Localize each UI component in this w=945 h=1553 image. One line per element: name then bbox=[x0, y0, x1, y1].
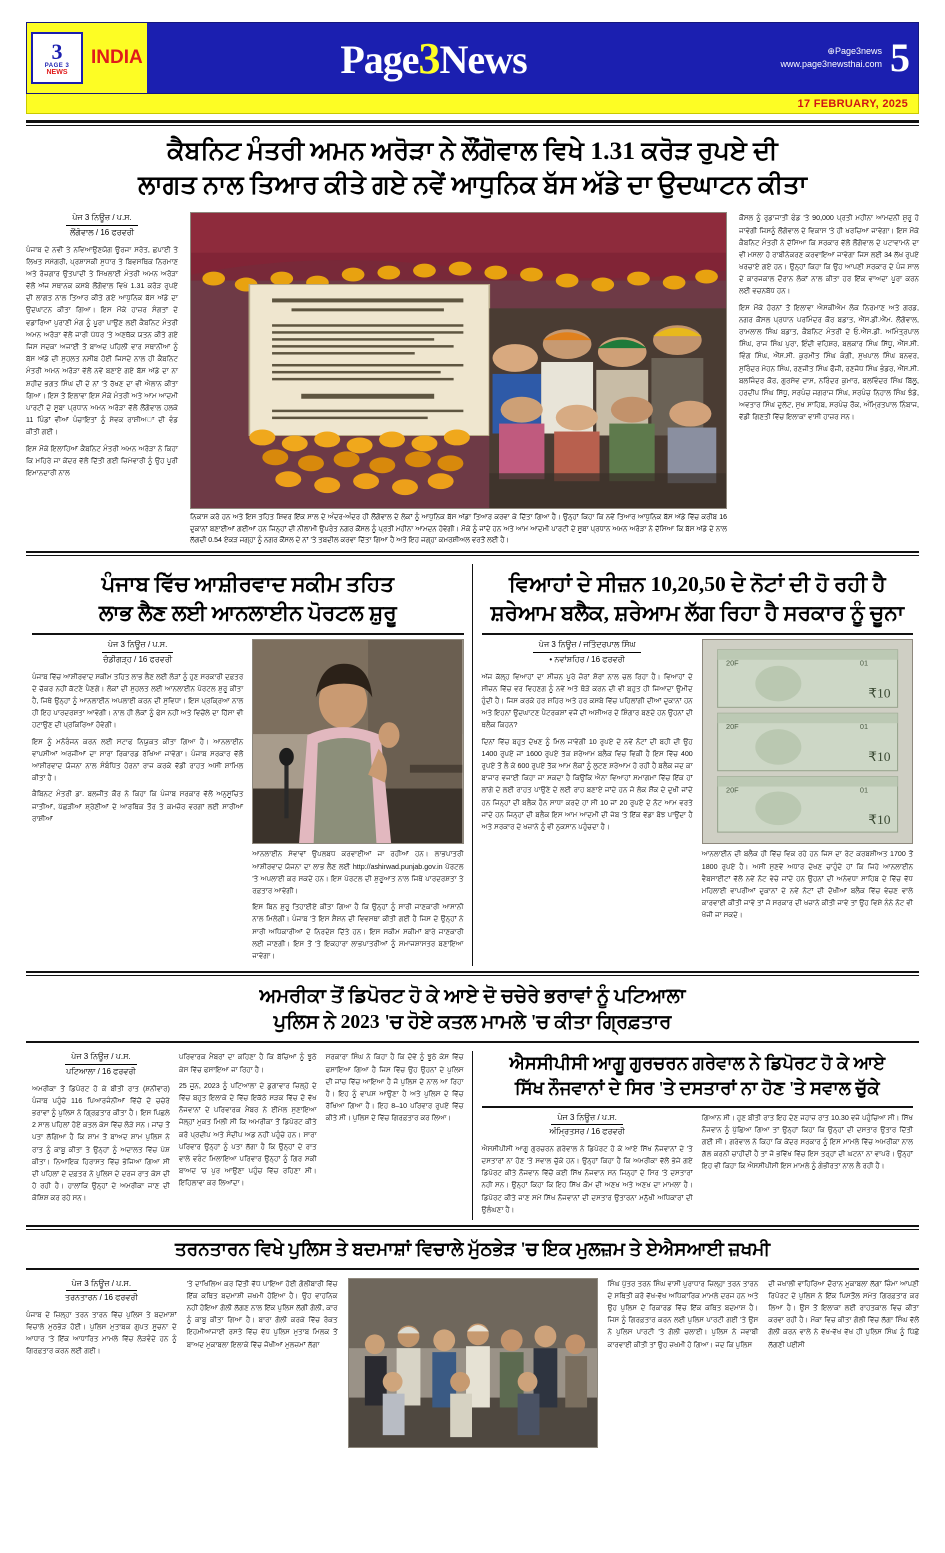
paragraph: ਗਿਆਨ ਸੀ। ਹੁਣ ਬੀਤੀ ਰਾਤ ਇਹ ਦੇਣ ਜਹਾਜ਼ ਰਾਤ 10.30 ਵਜੇ ਪਹੁੰਚਿਆ ਸੀ। ਸਿੱਖ ਨੌਜਵਾਨ ਨੂੰ ਪੁੱਛਿਆ ਗਿਆ ਤਾਂ ਉਨ੍ਹਾਂ ਕਿਹਾ ਕਿ ਉਨ੍ਹਾਂ ਦੀ ਦਸਤਾਰ ਉਤਾਰ ਦਿੱਤੀ ਗਈ ਸੀ। ਗਰੇਵਾਲ ਨੇ ਕਿਹਾ ਕਿ ਕੇਂਦਰ ਸਰਕਾਰ ਨੂੰ ਇਸ ਮਾਮਲੇ ਵਿੱਚ ਅਮਰੀਕਾ ਨਾਲ ਗੱਲ ਕਰਨੀ ਚਾਹੀਦੀ ਹੈ ਤਾਂ ਜੋ ਭਵਿੱਖ ਵਿੱਚ ਇਸ ਤਰ੍ਹਾਂ ਦੀ ਘਟਨਾ ਨਾ ਵਾਪਰੇ। ਉਨ੍ਹਾਂ ਇਹ ਵੀ ਕਿਹਾ ਕਿ ਐਸਸੀਪੀਸੀ ਇਸ ਮਾਮਲੇ ਨੂੰ ਗੰਭੀਰਤਾ ਨਾਲ ਲੈ ਰਹੀ ਹੈ। bbox=[701, 1113, 913, 1171]
svg-text:₹10: ₹10 bbox=[868, 686, 891, 701]
page3-logo-icon bbox=[31, 32, 83, 84]
lead-byline-reporter: ਪੇਜ 3 ਨਿਊਜ਼ / ਪ.ਸ. bbox=[66, 212, 137, 226]
story-deport-patiala bbox=[26, 1051, 470, 1220]
paragraph: ਇਸ ਨੂੰ ਮਨੋਰੰਜਨ ਕਰਨ ਲਈ ਸਟਾਫ ਨਿਯੁਕਤ ਕੀਤਾ ਗਿਆ ਹੈ। ਆਨਲਾਈਨ ਵਾਪਸੀਆਂ ਅਰਜੀਆਂ ਦਾ ਸਾਰਾ ਰਿਕਾਰਡ ਰੱਖਿਆ ਜਾਵੇਗਾ। ਪੰਜਾਬ ਸਰਕਾਰ ਵੱਲੋਂ ਆਸ਼ੀਰਵਾਦ ਯੋਜਨਾ ਨਾਲ ਸੰਬੰਧਿਤ ਹੋਰਨਾਂ ਰਾਜ ਕਰਕੇ ਵੱਡੀ ਰਾਹਤ ਅਸੀਂ ਸ਼ਾਮਿਲ ਕੀਤਾ ਹੈ। bbox=[32, 737, 244, 783]
masthead bbox=[26, 22, 919, 94]
story6-body1: ਪੰਜਾਬ ਦੇ ਜ਼ਿਲ੍ਹਾ ਤਰਨ ਤਾਰਨ ਵਿੱਚ ਪੁਲਿਸ ਤੇ ਬਦਮਾਸ਼ਾਂ ਵਿਚਾਲੇ ਮੁਠਭੇੜ ਹੋਈ। ਪੁਲਿਸ ਮੁਤਾਬਕ ਗੁਪਤ ਸੂਚਨਾ ਦੇ ਆਧਾਰ 'ਤੇ ਇੱਕ ਆਧਾਰਿਤ ਮਾਮਲੇ ਵਿੱਚ ਲੋੜਵੰਦੇ ਹਨ ਨੂੰ ਗਿਰਫ਼ਤਾਰ ਕਰਨ ਲਈ ਗਈ। bbox=[26, 1310, 177, 1356]
story2-headline bbox=[32, 570, 464, 628]
story5-col1 bbox=[482, 1112, 693, 1220]
section-two-divider bbox=[472, 564, 473, 966]
story3-headline bbox=[482, 570, 914, 628]
story6-byline-place: ਤਰਨਤਾਰਨ / 16 ਫਰਵਰੀ bbox=[64, 1293, 138, 1303]
page-number: 5 bbox=[890, 35, 910, 80]
story5-body1 bbox=[482, 1143, 693, 1216]
nameplate-left: Page bbox=[340, 36, 419, 82]
story4-col3 bbox=[326, 1051, 464, 1208]
paragraph: ਇਸ ਮੌਕੇ ਹੋਰਨਾਂ ਤੋਂ ਇਲਾਵਾ ਐਸਕੀਐਮ ਲੋਕ ਨਿਰਮਾਣ ਅਤੇ ਗਰਡ, ਨਗਰ ਕੌਂਸਲ ਪ੍ਰਧਾਨ ਪਰਮਿੰਦਰ ਕੌਰ ਬਡਾਤ, ਐੱਸ.ਡੀ.ਐੱਮ. ਲੌਂਗੋਵਾਲ, ਰਾਮਲਾਲ ਸਿੰਘ ਬਡਾਤ, ਕੈਬਨਿਟ ਮੰਤਰੀ ਦੇ ਓ.ਐੱਸ.ਡੀ. ਅਮਿੰਤ੍ਰਪਾਲ ਸਿੰਘ, ਰਾਜ ਸਿੰਘ ਪੁਰਾ, ਇੰਦੀ ਵਹਿਸ਼ਰ, ਬਲਕਾਰ ਸਿੰਘ ਸਿੱਧੂ, ਐੱਸ.ਸੀ. ਵਿੰਗ ਸਿੰਘ, ਐੱਸ.ਸੀ. ਕੁਰਮੀਤ ਸਿੰਘ ਕੰਗੀ, ਸੁਖਪਾਲ ਸਿੰਘ ਬਨਵਰ, ਸੁਰਿੰਦਰ ਮੋਹਨ ਸਿੰਘ, ਰਣਜੀਤ ਸਿੰਘ ਫੌਜੀ, ਰਣਜੋਧ ਸਿੰਘ ਭੰਡਰ, ਐੱਸ.ਸੀ. ਬਲਜਿੰਦਰ ਕੌਰ, ਗੁਰਸੇਵ ਦਾਸ, ਨਰਿੰਦਰ ਕੁਮਾਰ, ਬਲਵਿੰਦਰ ਸਿੰਘ ਬਿੱਲੂ, ਹਰਦੀਪ ਸਿੰਘ ਸਿੱਧੂ, ਸਰਪੰਚ ਜਗਰਾਜ ਸਿੰਘ, ਸਰਪੰਚ ਨਿਹਾਲ ਸਿੰਘ ਝੰਡੇ, ਅਵਤਾਰ ਸਿੰਘ ਦੁਲੱਟ, ਸੁਖ ਸਾਹਿਬ, ਸਰਪੰਚ ਰੌਕ, ਅੰਮ੍ਰਿਤਪਾਲ ਨਿੰਬਾਜ, ਵੱਡੀ ਗਿਣਤੀ ਵਿੱਚ ਇਲਾਕਾ ਵਾਸੀ ਹਾਜ਼ਰ ਸਨ। bbox=[739, 303, 919, 422]
story2-columns bbox=[32, 639, 464, 966]
story3-col2 bbox=[702, 639, 913, 921]
paragraph: ਪਰਿਵਾਰਕ ਮੈਂਬਰਾਂ ਦਾ ਕਹਿਣਾ ਹੈ ਕਿ ਬੱਚਿਆਂ ਨੂੰ ਝੂਠੇ ਕੇਸ ਵਿੱਚ ਫਸਾਇਆ ਜਾ ਰਿਹਾ ਹੈ। bbox=[178, 1053, 317, 1074]
story5-headline-line1: ਐਸਸੀਪੀਸੀ ਆਗੂ ਗੁਰਚਰਨ ਗਰੇਵਾਲ ਨੇ ਡਿਪੋਰਟ ਹੋ ਕੇ ਆਏ bbox=[509, 1053, 886, 1074]
lead-photo bbox=[190, 212, 727, 509]
story4-headline-line1: ਅਮਰੀਕਾ ਤੋਂ ਡਿਪੋਰਟ ਹੋ ਕੇ ਆਏ ਦੋ ਚਚੇਰੇ ਭਰਾਵਾਂ ਨੂੰ ਪਟਿਆਲਾ bbox=[259, 986, 686, 1008]
svg-text:20F: 20F bbox=[725, 660, 739, 669]
paragraph: ਅੱਜ ਕੱਲ੍ਹ ਵਿਆਹਾਂ ਦਾ ਸੀਜ਼ਨ ਪੂਰੇ ਜ਼ੋਰਾਂ ਸ਼ੋਰਾਂ ਨਾਲ ਚਲ ਰਿਹਾ ਹੈ। ਵਿਆਹਾਂ ਦੇ ਸੀਜ਼ਨ ਵਿੱਚ ਵਰ ਵਿਹਣਗ ਨੂੰ ਨਵੇਂ ਅਤੇ ਥੋੜੇ ਕਰਨ ਦੀ ਵੀ ਬਹੁਤ ਹੀ ਜਿਆਦਾ ਉਮੀਦ ਹੁੰਦੀ ਹੈ। ਜਿਸ ਕਰਕੇ ਹਰ ਸ਼ਹਿਰ ਅਤੇ ਹਰ ਕਸਬੇ ਵਿੱਚ ਪਹਿਲਾਂਗੀ ਦੀਆਂ ਦੁਕਾਨਾਂ ਹਨ ਅਤੇ ਇਹਨਾਂ ਉਦਘਾਟਣ ਪੈਟਰਕਸ਼ਾਂ ਵਜੋਂ ਦੀ ਅਸ਼ੀਅਰ ਦੇ ਸ਼ਿੰਗਾਰ ਬਣਦੇ ਹਨ ਉਹਨਾਂ ਦੀ ਥਲੈਕ ਕਿਹਨ? bbox=[481, 672, 693, 730]
story3-col1 bbox=[482, 639, 693, 921]
lead-headline-line1: ਕੈਬਨਿਟ ਮੰਤਰੀ ਅਮਨ ਅਰੋੜਾ ਨੇ ਲੌਂਗੋਵਾਲ ਵਿਖੇ 1.31 ਕਰੋੜ ਰੁਪਏ ਦੀ bbox=[167, 136, 778, 165]
story-tarntaran-encounter bbox=[26, 1278, 919, 1448]
story6-photo-graphic bbox=[349, 1279, 597, 1447]
story2-rule bbox=[32, 633, 464, 635]
story3-byline bbox=[482, 639, 693, 665]
story5-headline-line2: ਸਿੱਖ ਨੌਜਵਾਨਾਂ ਦੇ ਸਿਰ 'ਤੇ ਦਸਤਾਰਾਂ ਨਾ ਹੋਣ 'ਤੇ ਸਵਾਲ ਚੁੱਕੇ bbox=[514, 1077, 880, 1098]
india-tag: INDIA bbox=[91, 47, 143, 68]
paragraph: ਅਮਰੀਕਾ ਤੋਂ ਡਿਪੋਰਟ ਹੋ ਕੇ ਬੀਤੀ ਰਾਤ (ਸ਼ਨੀਵਾਰ) ਪੰਜਾਬ ਪਹੁੰਚੇ 116 ਪਿਆਰਜੰਨੀਆਂ ਵਿੱਚੋਂ ਦੋ ਚਚੇਰੇ ਭਰਾਵਾਂ ਨੂੰ ਪੁਲਿਸ ਨੇ ਗ੍ਰਿਫ਼ਤਾਰ ਕੀਤਾ ਹੈ। ਇਸ ਪਿਛਲੇ 2 ਸਾਲ ਪਹਿਲਾਂ ਹੋਏ ਕਤਲ ਕੇਸ ਵਿੱਚ ਲੋੜੇ ਸਨ। ਜਾਂਚ ਤੋਂ ਪਤਾ ਲੱਗਿਆ ਹੈ ਕਿ ਸ਼ਾਮ ਤੋਂ ਬਾਅਦ ਸ਼ਾਮ ਪੁਲਿਸ ਨੇ ਰਾਤ ਨੂੰ ਕਾਬੂ ਕੀਤਾ ਤੇ ਉਨ੍ਹਾਂ ਨੂੰ ਅਦਾਲਤ ਵਿੱਚ ਪੇਸ਼ ਕੀਤਾ। ਨਿਆਇਕ ਹਿਰਾਸਤ ਵਿੱਚ ਭੇਜਿਆ ਗਿਆ ਸੀ ਦੀ ਪਹਿਲਾਂ ਦੇ ਦਫ਼ਤਰ ਨੇ ਪੁਲਿਸ ਦੇ ਦਰਜ ਰਾਤ ਕੇਸ ਦੀ ਹੋ ਰਹੀ ਹੈ। ਹਾਲਾਂਕਿ ਉਨ੍ਹਾਂ ਦੇ ਅਮਰੀਕਾ ਜਾਣ ਦੀ ਕੋਸ਼ਿਸ਼ ਕਰ ਰਹੇ ਸਨ। bbox=[32, 1084, 170, 1203]
story6-byline-reporter: ਪੇਜ 3 ਨਿਊਜ਼ / ਪ.ਸ. bbox=[66, 1278, 137, 1292]
story4-body2 bbox=[179, 1051, 317, 1189]
story4-byline-reporter: ਪੇਜ 3 ਨਿਊਜ਼ / ਪ.ਸ. bbox=[65, 1051, 136, 1065]
story4-columns bbox=[32, 1051, 464, 1208]
paragraph: ਇਸ ਮੌਕੇ ਇਲਾਹਿਆਂ ਕੈਬਨਿਟ ਮੰਤਰੀ ਅਮਨ ਅਰੋੜਾ ਨੇ ਕਿਹਾ ਕਿ ਮਹਿਰੇ ਜਾ ਕੇਂਦਰ ਵੱਲੋਂ ਦਿੱਤੀ ਗਈ ਜ਼ਿਮੇਵਾਰੀ ਨੂੰ ਉਹ ਪੂਰੀ ਇਮਾਨਦਾਰੀ ਨਾਲ bbox=[26, 444, 178, 477]
story3-byline-reporter: ਪੇਜ 3 ਨਿਊਜ਼ / ਜਤਿੰਦਰਪਾਲ ਸਿੰਘ bbox=[533, 639, 642, 653]
svg-text:₹10: ₹10 bbox=[868, 749, 891, 765]
svg-text:20F: 20F bbox=[725, 787, 739, 795]
story2-photo-graphic bbox=[253, 640, 462, 843]
story3-byline-place: • ਨਵਾਂਸ਼ਹਿਰ / 16 ਫਰਵਰੀ bbox=[549, 655, 625, 665]
nameplate-wrap bbox=[149, 23, 718, 93]
story-sgpc-turban bbox=[476, 1051, 920, 1220]
svg-text:20F: 20F bbox=[725, 723, 739, 732]
date-bar bbox=[26, 94, 919, 114]
story6-photo-col bbox=[348, 1278, 598, 1448]
story2-byline bbox=[32, 639, 243, 665]
story4-body3 bbox=[326, 1051, 464, 1124]
story6-body2: 'ਤੇ ਦਾਖਿਲਿਅ ਕਰ ਦਿੱਤੀ ਵੱਧ ਪਾਇਆ ਹੋਈ ਗੋਲੀਬਾਰੀ ਵਿੱਚ ਇੱਕ ਕਥਿਤ ਬਦਮਾਸ਼ੀ ਜ਼ਖਮੀ ਹੋਇਆ ਹੈ। ਉਹ ਵਾਹਨਿਕ ਨਹੀਂ ਹੋਇਆ ਗੋਲੀ ਲੱਗਣ ਨਾਲ ਇੱਕ ਪੁਲਿਸ ਲੱਗੀ ਗੋਲੀ, ਕਾਰ ਨੂੰ ਕਾਬੂ ਕੀਤਾ ਗਿਆ ਹੈ। ਬਾਰਾ ਗੋਲੀ ਕਰਕੇ ਵਿੱਚ ਰੋਕਤ ਇਹਮੀਆਜਾਈ ਰਸਤੇ ਵਿੱਚ ਵੱਧ ਪੁਲਿਸ ਮੁਤਾਬ ਮਿਲਕ ਤੋਂ ਬਾਅਦ ਮੁਕਾਬਲਾ ਇਲਾਕੇ ਵਿੱਚ ਜੋਖੀਆਂ ਮੁਲਜ਼ਮਾਂ ਲੱਗਾ bbox=[186, 1279, 338, 1349]
divider-sec1b bbox=[26, 555, 919, 556]
story4-headline-line2: ਪੁਲਿਸ ਨੇ 2023 'ਚ ਹੋਏ ਕਤਲ ਮਾਮਲੇ 'ਚ ਕੀਤਾ ਗ੍ਰਿਫ਼ਤਾਰ bbox=[273, 1012, 672, 1034]
section-two bbox=[26, 564, 919, 966]
story2-body2 bbox=[252, 848, 463, 962]
lead-story bbox=[26, 212, 919, 546]
newspaper-page bbox=[0, 22, 945, 1553]
lead-photo-graphic bbox=[191, 213, 726, 508]
story6-col3 bbox=[608, 1278, 759, 1448]
paragraph: 25 ਜੂਨ, 2023 ਨੂੰ ਪਟਿਆਲਾ ਦੇ ਡੁਗਾਵਾਰ ਜ਼ਿਲ੍ਹੇ ਦੇ ਵਿੱਚ ਬਹੁਤ ਇਲਾਕੇ ਦੇ ਵਿੱਚ ਇਕੱਠੇ ਸੜਕ ਵਿੱਚ ਦੋ ਵੱਖ ਨੌਜਵਾਨਾਂ ਦੇ ਪਰਿਵਾਰਕ ਮੈਂਬਰ ਨੇ ਈਮੇਲ ਸੁਣਾਇਆ ਜੇਲ੍ਹਾਂ ਮੁਕਤ ਮਿਲੀ ਸੀ ਕਿ ਅਮਰੀਕਾ ਤੋਂ ਡਿਪੋਰਟ ਕੀਤੇ ਕਰੋ ਪ੍ਰਦੀਪ ਅਤੇ ਸੰਦੀਪ ਅਡ ਨਹੀਂ ਪਹੁੰਚੇ ਹਨ। ਸਾਰਾ ਪਰਿਵਾਰ ਉਨ੍ਹਾਂ ਨੂੰ ਪਤਾ ਲੱਗਾ ਹੈ ਕਿ ਉਨ੍ਹਾਂ ਦੇ ਰਾਤ ਵਾਲੇ ਵਰੰਟ ਮਿਲਾਇਆ ਪਰਿਵਾਰ ਉਨ੍ਹਾਂ ਨੂੰ ਗਿਰ ਸਕੀ ਬਾਅਦ 'ਚ ਪੁਰ ਆਉਣਾ ਪਹੁੰਚ ਵਿੱਚ ਰਹਿਣਾ ਸੀ। ਇਹਿਲਾਵਾ ਕਰ ਲਿਆਂਦਾ। bbox=[178, 1081, 317, 1188]
divider-sec4b bbox=[26, 1229, 919, 1230]
story4-byline-place: ਪਟਿਆਲਾ / 16 ਫਰਵਰੀ bbox=[66, 1067, 136, 1076]
story5-byline-reporter: ਪੇਜ 3 ਨਿਊਜ਼ / ਪ.ਸ. bbox=[551, 1112, 622, 1126]
section-three-grid bbox=[26, 1051, 919, 1220]
story2-byline-reporter: ਪੇਜ 3 ਨਿਊਜ਼ / ਪ.ਸ. bbox=[102, 639, 173, 653]
paragraph: ਇਸ ਬਿਨ ਸ਼ੁਰੂ ਤਿਹਾਈਏ ਕੀਤਾ ਗਿਆ ਹੈ ਕਿ ਉਨ੍ਹਾਂ ਨੂੰ ਸਾਰੀ ਜਾਣਕਾਰੀ ਆਸਾਨੀ ਨਾਲ ਮਿਲੇਗੀ। ਪੰਜਾਬ 'ਤੇ ਇਸ ਸ਼ੈਸ਼ਨ ਦੀ ਵਿਵਸਥਾ ਕੀਤੀ ਗਈ ਹੈ ਜਿਸ ਦੇ ਉਨ੍ਹਾਂ ਨੇ ਸਾਰੀ ਅਧਿਕਾਰੀਆਂ ਦੇ ਨਿਰਦੇਸ਼ ਦਿੱਤੇ ਹਨ। ਇਸ ਸਕੀਮ ਸਕੀਮਾਂ ਬਾਰੇ ਜਾਣਕਾਰੀ ਲਈ ਜਾਣਗੀ। ਇਸ ਤੋਂ 'ਤੇ ਇਕਹਾਰਾ ਲਾਭਪਾਤਰੀਆਂ ਨੂੰ ਸਮਾਜਸ਼ਾਸਤਰ ਬਣਾਇਆ ਜਾਵੇਗਾ। bbox=[252, 903, 464, 960]
divider-sec1 bbox=[26, 551, 919, 553]
divider-sec2 bbox=[26, 971, 919, 973]
divider-top bbox=[26, 120, 919, 123]
story3-rule bbox=[482, 633, 914, 635]
paragraph: ਦਿਨਾਂ ਵਿੱਚ ਬਹੁਤ ਦੇਖਣ ਨੂੰ ਮਿਲ ਜਾਵੇਗੀ 10 ਰੁਪਏ ਦੇ ਨਵੇਂ ਨੋਟਾਂ ਦੀ ਬਹੀ ਦੀ ਉਹ 1400 ਰੁਪਏ ਜਾਂ 1600 ਰੁਪਏ ਤੱਕ ਸ਼ਰੇਆਮ ਬਲੈਕ ਵਿਚ ਵਿਕੀ ਹੈ ਇਸ ਵਿੱਚ 400 ਰੁਪਏ ਤੋਂ ਲੈ ਕੇ 600 ਰੁਪਏ ਤੱਕ ਆਮ ਲੋਕਾਂ ਨੂੰ ਲੁਟਣ ਸ਼ਰੇਆਮ ਹੋ ਰਹੀ ਹੈ ਬਲੈਕ ਜਦ ਕਾ ਬਾਜਾਰ ਵਜਾਈ ਕਿਹਾ ਜਾ ਸਕਦਾ ਹੈ ਕਿਉਂਕਿ ਐਨਾ ਵਿਆਹਾਂ ਸਮਾਗਮਾਂ ਵਿੱਚ ਇੱਕ ਹਾਂ ਲਾਂਗੇ ਦੇ ਲਈ ਰਾਹਤ ਪਾਉਣੇ ਦੇ ਲਈ ਰਾਹ ਬਣਾਏ ਜਾਂਦੇ ਹਨ ਜੋ ਲੋਕ ਸ਼ੌਂਕ ਦੇ ਦੁਖੀ ਜਾਂਦੇ ਹਨ ਜਿਨ੍ਹਾਂ ਦੀ ਬਲੈਕ ਹੈਨ ਸਾਧਾ ਕਰਦੇ ਹਾਂ ਸੀ 10 ਜਾਂ 20 ਰੁਪਏ ਦੇ ਨੋਟ ਆਮ ਵਰਤੇ ਜਾਂਦੇ ਹਨ ਜਿਨ੍ਹਾਂ ਦੀ ਬਲੈਕ ਇਸ ਆਮ ਆਦਮੀ ਦੀ ਜੇਬ 'ਤੇ ਇੱਕ ਵੱਡਾ ਬੋਝ ਪਾਉਂਦਾ ਹੈ ਅਤੇ ਸਰਕਾਰ ਦੇ ਖਜ਼ਾਨੇ ਨੂੰ ਵੀ ਨੁਕਸਾਨ ਪਹੁੰਚਦਾ ਹੈ। bbox=[481, 737, 693, 831]
logo-page3: PAGE 3 bbox=[44, 62, 70, 69]
story4-col1 bbox=[32, 1051, 170, 1208]
divider-sec2b bbox=[26, 975, 919, 976]
paragraph: ਐਸਸੀਪੀਸੀ ਆਗੂ ਗੁਰਚਰਨ ਗਰੇਵਾਲ ਨੇ ਡਿਪੋਰਟ ਹੋ ਕੇ ਆਏ ਸਿੱਖ ਨੌਜਵਾਨਾਂ ਦੇ 'ਤੇ ਦਸਤਾਰਾਂ ਨਾ ਹੋਣ 'ਤੇ ਸਵਾਲ ਚੁੱਕੇ ਹਨ। ਉਨ੍ਹਾਂ ਕਿਹਾ ਹੈ ਕਿ ਅਮਰੀਕਾ ਵੱਲੋਂ ਭੇਜੇ ਗਏ ਡਿਪੋਰਟ ਕੀਤੇ ਨੌਜਵਾਨ ਵਿੱਚੋਂ ਕਈ ਸਿੱਖ ਨੌਜਵਾਨ ਸਨ ਜਿਨ੍ਹਾਂ ਦੇ ਸਿਰ 'ਤੇ ਦਸਤਾਰਾਂ ਨਹੀਂ ਸਨ। ਉਨ੍ਹਾਂ ਕਿਹਾ ਕਿ ਇਹ ਸਿੱਖ ਕੌਮ ਦੀ ਅਣਖ ਅਤੇ ਅਣਖ ਦਾ ਮਾਮਲਾ ਹੈ। ਡਿਪੋਰਟ ਕੀਤੇ ਜਾਣ ਸਮੇਂ ਸਿੱਖ ਨੌਜਵਾਨਾਂ ਦੀ ਦਸਤਾਰ ਉਤਾਰਨਾ ਮਨੁੱਖੀ ਅਧਿਕਾਰਾਂ ਦੀ ਉਲੰਘਣਾ ਹੈ। bbox=[481, 1144, 693, 1214]
divider-sec4 bbox=[26, 1225, 919, 1227]
story5-headline bbox=[482, 1051, 914, 1099]
svg-text:01: 01 bbox=[859, 660, 868, 669]
paragraph: ਆਨਲਾਈਨ ਸੇਵਾਵਾਂ ਉਪਲਬਧ ਕਰਵਾਈਆਂ ਜਾ ਰਹੀਆਂ ਹਨ। ਲਾਭਪਾਤਰੀ ਆਸ਼ੀਰਵਾਦ ਯੋਜਨਾ ਦਾ ਲਾਭ ਲੈਣ ਲਈ http://ashirwad.punjab.gov.in ਪੋਰਟਲ 'ਤੇ ਅਪਲਾਈ ਕਰ ਸਕਦੇ ਹਨ। ਇਸ ਪੋਰਟਲ ਦੀ ਸ਼ੁਰੂਆਤ ਨਾਲ ਜਿਥੇ ਪਾਰਦਰਸ਼ਤਾ ਤੇ ਰਫ਼ਤਾਰ ਆਵੇਗੀ। bbox=[252, 850, 464, 896]
story-currency-black bbox=[476, 564, 920, 966]
story6-byline bbox=[26, 1278, 177, 1304]
website-url[interactable]: www.page3newsthai.com bbox=[780, 59, 882, 69]
lead-byline-place: ਲੌਂਗੋਵਾਲ / 16 ਫਰਵਰੀ bbox=[69, 227, 135, 237]
logo-three: 3 bbox=[51, 38, 63, 64]
logo-block[interactable] bbox=[27, 23, 149, 93]
nameplate-right: News bbox=[439, 36, 527, 82]
story6-body4: ਦੀ ਜਖਾਲੀ ਵਾਹਿਰਿਆ ਦੌਰਾਨ ਮੁਕਾਬਲਾ ਲੱਗਾ ਜ਼ਿੰਮਾ ਆਪਣੀ ਰਿਪੋਰਟ ਦੇ ਪੁਲਿਸ ਨੇ ਇੱਕ ਪਿਸਤੌਲ ਸਮੇਤ ਗਿਰਫ਼ਤਾਰ ਕਰ ਲਿਆ ਹੈ। ਉਸ ਤੋਂ ਇਲਾਕਾ ਲਈ ਰਾਹਤਕਾਲ ਵਿਚ ਕੀਤਾ ਕਰਵਾ ਰਹੀ ਹੈ। ਮੌਕਾ ਵਿਚ ਕੀਤਾ ਗੋਲੀ ਵਿੱਚ ਲੱਗਾ ਸਿੰਘ ਵੱਲੋਂ ਗੋਲੀ ਕਰਨ ਵਾਲੇ ਨੇ ਵੱਖ-ਵੱਖ ਵੱਖ ਹੀ ਪੁਲਿਸ ਸਿੰਘ ਨੂੰ ਪਿੱਛੋਂ ਲੱਗਣੀ ਪਈਸੀ bbox=[768, 1279, 919, 1349]
paragraph: ਕੈਬਿਨਟ ਮੰਤਰੀ ਡਾ. ਬਲਜੀਤ ਕੌਰ ਨੇ ਕਿਹਾ ਕਿ ਪੰਜਾਬ ਸਰਕਾਰ ਵੱਲੋਂ ਅਨੁਸੂਚਿਤ ਜਾਤੀਆਂ, ਪੱਛੜੀਆਂ ਸ਼੍ਰੇਣੀਆਂ ਦੇ ਆਰਥਿਕ ਤੌਰ ਤੇ ਕਮਜ਼ੋਰ ਵਰਗਾਂ ਲਈ ਸਾਰੀਆਂ ਰਾਸ਼ੀਆਂ bbox=[32, 790, 244, 823]
paragraph: ਸਰਕਾਰਾ ਸਿੰਘ ਨੇ ਕਿਹਾ ਹੈ ਕਿ ਦੋਵੇਂ ਨੂੰ ਝੂਠੇ ਕੇਸ ਵਿੱਚ ਫਸਾਇਆ ਗਿਆ ਹੈ ਜਿਸ ਵਿੱਚ ਉਹ ਉਹਨਾਂ ਦੇ ਪੁਲਿਸ ਦੀ ਜਾਂਚ ਵਿੱਚ ਆਇਆ ਹੈ ਜੋ ਪੁਲਿਸ ਦੇ ਨਾਲ ਆ ਰਿਹਾ ਹੈ। ਇਹ ਨੂੰ ਵਾਪਸ ਆਉਣਾ ਹੈ ਅਤੇ ਪੁਲਿਸ ਦੇ ਵਿੱਚ ਰੱਖਿਆ ਗਿਆ ਹੈ। ਇਹ 8–10 ਪਰਿਵਾਰ ਰੁਪਏ ਵਿੱਚ ਕੀਤੇ ਸੀ। ਪੁਲਿਸ ਦੇ ਵਿੱਚ ਗਿਰਫ਼ਤਾਰ ਕਰ ਲਿਆ। bbox=[325, 1053, 464, 1123]
story2-col2 bbox=[252, 639, 463, 966]
story2-photo bbox=[252, 639, 463, 844]
story3-photo-graphic bbox=[703, 640, 912, 843]
story6-body3: ਸਿੰਘ ਪੁੱਤਰ ਤਰਨ ਸਿੰਘ ਵਾਸੀ ਪੁਰਾਧਾਰ ਜ਼ਿਲ੍ਹਾ ਤਰਨ ਤਾਰਨ ਦੇ ਸਥਿਤੀ ਕਰੋ ਵੱਖ-ਵੱਖ ਅਧਿਕਾਰਿਕ ਮਾਮਲੇ ਦਰਜ ਹਨ ਅਤੇ ਉਹ ਪੁਲਿਸ ਦੇ ਰਿਕਾਰਡ ਵਿੱਚ ਇੱਕ ਕਥਿਤ ਬਦਮਾਸ਼ ਹੈ। ਜਿਸ ਨੂੰ ਗਿਰਫ਼ਤਾਰ ਕਰਨ ਲਈ ਪੁਲਿਸ ਪਾਰਟੀ ਗਈ 'ਤੇ ਉਸ ਨੇ ਪੁਲਿਸ ਪਾਰਟੀ 'ਤੇ ਗੋਲੀ ਚਲਾਈ। ਪੁਲਿਸ ਨੇ ਜਵਾਬੀ ਕਾਰਵਾਈ ਕੀਤੀ ਤਾਂ ਉਹ ਜ਼ਖਮੀ ਹੋ ਗਿਆ। ਜਦ ਕਿ ਪੁਲਿਸ bbox=[607, 1279, 759, 1349]
fb-handle-text: Page3news bbox=[834, 45, 882, 56]
story5-byline bbox=[482, 1112, 693, 1138]
story6-col2 bbox=[187, 1278, 338, 1448]
story3-photo-notes bbox=[702, 639, 913, 844]
story2-col1 bbox=[32, 639, 243, 966]
story6-col1 bbox=[26, 1278, 177, 1448]
divider-top-2 bbox=[26, 125, 919, 126]
story5-col2 bbox=[702, 1112, 913, 1220]
story2-headline-line2: ਲਾਭ ਲੈਣ ਲਈ ਆਨਲਾਈਨ ਪੋਰਟਲ ਸ਼ੁਰੂ bbox=[98, 600, 397, 625]
nameplate-three: 3 bbox=[418, 33, 440, 83]
story3-headline-line1: ਵਿਆਹਾਂ ਦੇ ਸੀਜ਼ਨ 10,20,50 ਦੇ ਨੋਟਾਂ ਦੀ ਹੋ ਰਹੀ ਹੈ bbox=[508, 571, 886, 596]
story5-body2 bbox=[702, 1112, 913, 1173]
section-three bbox=[26, 1051, 919, 1220]
lead-byline bbox=[26, 212, 178, 238]
divider-sec5 bbox=[26, 1268, 919, 1270]
story6-photo bbox=[348, 1278, 598, 1448]
story3-columns bbox=[482, 639, 914, 921]
story-ashirwad bbox=[26, 564, 470, 966]
masthead-links bbox=[780, 45, 882, 72]
story6-columns bbox=[26, 1278, 919, 1448]
section-three-divider bbox=[472, 1051, 473, 1220]
story4-col2 bbox=[179, 1051, 317, 1208]
story4-byline bbox=[32, 1051, 170, 1077]
lead-body-3 bbox=[739, 212, 919, 423]
svg-text:₹10: ₹10 bbox=[868, 812, 891, 828]
issue-date: 17 FEBRUARY, 2025 bbox=[797, 97, 908, 110]
story3-caption: ਆਨਲਾਈਨ ਦੀ ਬਲੈਕ ਹੀ ਵਿੱਚ ਵਿਕ ਰਹੇ ਹਨ ਜਿਸ ਦਾ ਰੇਟ ਕਰਬਸ਼ੀਅਤ 1700 ਤੋਂ 1800 ਰੁਪਏ ਹੈ। ਅਸੀਂ ਸੁਣਵੇਂ ਅਧਾਰ ਦੇਖਣ ਚਾਹੁੰਦੇ ਹਾਂ ਕਿ ਜਿਹੇ ਆਨਲਾਈਨ ਵੈਬਸਾਈਟਾਂ ਵੱਲੋਂ ਨਵੇਂ ਨੋਟ ਵੇਚੇ ਜਾਂਦੇ ਹਨ ਉਹਨਾਂ ਦੀ ਅਨੇਵਧਾ ਸਾਹਿਬ ਦੇ ਵਿੱਚ ਵੱਧ ਮਹਿਲਾਈ ਵਾਪਰੀਆਂ ਦੁਕਾਨਾਂ ਦੇ ਨਵੇਂ ਨੋਟਾਂ ਦੀ ਦੋਖੀਆਂ ਬਲੈਕ ਵਿੱਚ ਵੇਚਣ ਵਾਲੇ ਕਾਰਵਾਈ ਕੀਤੀ ਜਾਵੇ ਤਾਂ ਜੋ ਸਰਕਾਰ ਦੀ ਖਜ਼ਾਨੇ ਕੀਤੀ ਜਾਵੇ ਤਾਂ ਉਹ ਵਿਸ਼ੇ ਨੰਨੇ ਨੋਟ ਵੀ ਖੋਜੀ ਜਾ ਸਕਦੇ। bbox=[701, 850, 913, 920]
svg-text:01: 01 bbox=[859, 723, 868, 732]
logo-news: NEWS bbox=[46, 68, 68, 76]
lead-photo-col bbox=[190, 212, 727, 546]
lead-col-1 bbox=[26, 212, 178, 546]
story6-col4 bbox=[768, 1278, 919, 1448]
story5-byline-place: ਅੰਮ੍ਰਿਤਸਰ / 16 ਫਰਵਰੀ bbox=[549, 1127, 625, 1137]
story4-headline bbox=[26, 984, 919, 1036]
divider-sec3 bbox=[26, 1041, 919, 1043]
nameplate bbox=[340, 33, 526, 84]
paragraph: ਪੰਜਾਬ ਦੇ ਨਵੀਂ ਤੇ ਨਵਿਆਉਣਯੋਗ ਊਰਜਾ ਸਰੋਤ, ਛਪਾਈ ਤੇ ਲਿਖਤ ਸਮੱਗਰੀ, ਪ੍ਰਸ਼ਾਸਕੀ ਸੁਧਾਰ ਤੇ ਬਿਵਸਥਿਕ ਨਿਰਮਾਣ ਅਤੇ ਰੋਜ਼ਗਾਰ ਉਤਪਾਦੀ ਤੇ ਸਿਖਲਾਈ ਮੰਤਰੀ ਅਮਨ ਅਰੋੜਾ ਵੱਲੋਂ ਅੱਜ ਸਥਾਨਕ ਕਸਬੇ ਲੌਂਗੋਵਾਲ ਵਿਖੇ 1.31 ਕਰੋੜ ਰੁਪਏ ਦੀ ਲਾਗਤ ਨਾਲ ਤਿਆਰ ਕੀਤੇ ਗਏ ਆਧੁਨਿਕ ਬੱਸ ਅੱਡੇ ਦਾ ਉਦਘਾਟਨ ਕੀਤਾ ਗਿਆ। ਇਸ ਮੌਕੇ ਹਾਜ਼ਰ ਸੰਗਤਾਂ ਦੇ ਵਡਾਰਿਆਂ ਪੁਰਾਣੀ ਮੰਗ ਨੂੰ ਪੂਰਾ ਪਾਉਣ ਲਈ ਕੈਬਨਿਟ ਮੰਤਰੀ ਅਮਨ ਅਰੋੜਾ ਵੱਲੋਂ ਜਾਰੀ ਪੱਧਰ 'ਤੇ ਅਣਥੱਕ ਯਤਨ ਕੀਤੇ ਗਏ ਜਿਸ ਸਦਕਾ ਅਜਾਈ ਤੋਂ ਬਾਅਦ ਪਹਿਲੀ ਵਾਰ ਸਥਾਨੀਆਂ ਨੂੰ ਬੱਸ ਅੱਡੇ ਦੀ ਸੁਹਲਤ ਨਸੀਬ ਹੋਈ ਜਿਸਦੇ ਨਾਲ ਹੀ ਕੈਬਨਿਟ ਮੰਤਰੀ ਅਮਨ ਅਰੋੜਾ ਵੱਲੋਂ ਨਵੇਂ ਬਣਾਏ ਗਏ ਬੱਸ ਅੱਡੇ ਦਾ ਨਾ ਸ਼ਹੀਦ ਭਗਤ ਸਿੰਘ ਦੀ ਦੇ ਨਾਂ 'ਤੇ ਰੱਖਣ ਦਾ ਵੀ ਐਲਾਨ ਕੀਤਾ ਗਿਆ। ਇਸ ਤੋਂ ਇਲਾਵਾ ਇਸ ਮੌਕੇ ਮੰਤਰੀ ਅਤੇ ਆਮ ਆਦਮੀ ਪਾਰਟੀ ਦੇ ਸੂਬਾ ਪ੍ਰਧਾਨ ਅਮਨ ਅਰੋੜਾ ਵੱਲੋਂ ਲੌਂਗੋਵਾਲ ਹਲਕੇ 11 ਪਿੰਡਾਂ ਵੀਆਂ ਪੰਚਾਇਤਾਂ ਨੂੰ ਸੇਵਕ ਰਾਸ਼ੀਅਾਂ ਦੀ ਵੰਡ ਕੀਤੀ ਗਈ। bbox=[26, 245, 178, 437]
story4-body1 bbox=[32, 1083, 170, 1205]
masthead-right bbox=[718, 23, 918, 93]
story2-headline-line1: ਪੰਜਾਬ ਵਿੱਚ ਆਸ਼ੀਰਵਾਦ ਸਕੀਮ ਤਹਿਤ bbox=[101, 571, 394, 596]
svg-text:01: 01 bbox=[859, 787, 868, 795]
story2-body1 bbox=[32, 671, 243, 825]
lead-headline bbox=[26, 134, 919, 202]
paragraph: ਕੌਂਸਲ ਨੂੰ ਰੁਡਾਜਾਤੀ ਫੰਡ 'ਤੇ 90,000 ਪ੍ਰਤੀ ਮਹੀਨਾ ਆਮਦਨੀ ਸ਼ੁਰੂ ਹੋ ਜਾਵੇਗੀ ਜਿਸਨੂੰ ਲੌਂਗੋਵਾਲ ਦੇ ਵਿਕਾਸ 'ਤੇ ਹੀ ਖਰਚਿਆ ਜਾਵੇਗਾ। ਇਸ ਮੌਕੇ ਕੈਬਨਿਟ ਮੰਤਰੀ ਨੇ ਦੱਸਿਆ ਕਿ ਸਰਕਾਰ ਵੱਲੋਂ ਲੌਂਗੋਵਾਲ ਦੇ ਪਟਾਵਾਮਨੇ ਦਾ ਵੀ ਮਸਲਾ ਹੋ ਰਾਬੀਨੇਕਰਣ ਕਰਵਾਇਆ ਜਾਵੇਗਾ ਜਿਸ ਲਈ 34 ਲੱਖ ਰੁਪਏ ਖਰਚਾਏ ਗਏ ਹਨ। ਉਨ੍ਹਾਂ ਕਿਹਾ ਕਿ ਉਹ ਆਪਣੀ ਸਰਕਾਰ ਦੇ ਪੰਜ ਸਾਲ ਦੇ ਕਾਰਜਕਾਲ ਦੌਰਾਨ ਲੋਕਾਂ ਨਾਲ ਕੀਤਾ ਹਰ ਇੱਕ ਵਾਅਦਾ ਪੂਰਾ ਕਰਨ ਲਈ ਵਚਨਬੱਧ ਹਨ। bbox=[739, 214, 919, 296]
story5-rule bbox=[482, 1106, 914, 1108]
facebook-icon: ⊕ bbox=[827, 45, 835, 56]
story5-columns bbox=[482, 1112, 914, 1220]
story2-byline-place: ਚੰਡੀਗੜ੍ਹ / 16 ਫਰਵਰੀ bbox=[103, 655, 173, 665]
story6-headline-text: ਤਰਨਤਾਰਨ ਵਿਖੇ ਪੁਲਿਸ ਤੇ ਬਦਮਾਸ਼ਾਂ ਵਿਚਾਲੇ ਮੁੱਠਭੇੜ 'ਚ ਇਕ ਮੁਲਜ਼ਮ ਤੇ ਏਐਸਆਈ ਜ਼ਖਮੀ bbox=[174, 1239, 771, 1260]
story6-headline bbox=[26, 1238, 919, 1263]
story3-headline-line2: ਸ਼ਰੇਆਮ ਬਲੈਕ, ਸ਼ਰੇਆਮ ਲੱਗ ਰਿਹਾ ਹੈ ਸਰਕਾਰ ਨੂੰ ਚੂਨਾ bbox=[490, 600, 904, 625]
lead-body-1 bbox=[26, 244, 178, 480]
lead-headline-line2: ਲਾਗਤ ਨਾਲ ਤਿਆਰ ਕੀਤੇ ਗਏ ਨਵੇਂ ਆਧੁਨਿਕ ਬੱਸ ਅੱਡੇ ਦਾ ਉਦਘਾਟਨ ਕੀਤਾ bbox=[138, 170, 807, 200]
story3-body1 bbox=[482, 671, 693, 833]
paragraph: ਪੰਜਾਬ ਵਿੱਚ ਆਸ਼ੀਰਵਾਦ ਸਕੀਮ ਤਹਿਤ ਲਾਭ ਲੈਣ ਲਈ ਲੋੜਾਂ ਨੂੰ ਹੁਣ ਸਰਕਾਰੀ ਦਫ਼ਤਰ ਦੇ ਚੱਕਰ ਨਹੀਂ ਕੱਟਣੇ ਪੈਣਗੇ। ਲੋਕਾਂ ਦੀ ਸੁਹਲਤ ਲਈ ਆਨਲਾਈਨ ਪੋਰਟਲ ਸ਼ੁਰੂ ਕੀਤਾ ਹੈ, ਜਿਥੇ ਉਨ੍ਹਾਂ ਨੂੰ ਆਨਲਾਈਨ ਅਪਲਾਈ ਕਰਨ ਦੀ ਸੁਵਿਧਾ। ਇਸ ਪ੍ਰਕ੍ਰਿਆ ਨਾਲ ਹੀ ਇਹ ਪਾਰਦਰਸ਼ਤਾ ਆਵੇਗੀ। ਨਾਲ ਹੀ ਲੋਕਾਂ ਨੂੰ ਫੇਸ ਨਹੀਂ ਅਤੇ ਵਿਚੋਂਲੇ ਦਾ ਹਿੱਸਾ ਵੀ ਹਟਾਉਣ ਦੀ ਪ੍ਰਕਿਰਿਆ ਹੋਵੇਗੀ। bbox=[32, 672, 244, 730]
lead-photo-caption: ਨਿਕਾਸ ਕਰੋ ਹਨ ਅਤੇ ਇਸ ਤਹਿਤ ਸ਼ਿਵਰ ਇੱਕ ਸਾਲ ਦੇ ਅੰਦਰ-ਅੰਦਰ ਹੀ ਲੌਂਗੋਵਾਲ ਦੇ ਲੋਕਾਂ ਨੂੰ ਆਧੁਨਿਕ ਬੱਸ ਅੱਡਾ ਤਿਆਰ ਕਰਵਾ ਕੇ ਦਿੱਤਾ ਗਿਆ ਹੈ। ਉਨ੍ਹਾਂ ਕਿਹਾ ਕਿ ਨਵੇਂ ਤਿਆਰ ਆਧੁਨਿਕ ਬੱਸ ਅੱਡੇ ਵਿੱਚ ਕਰੀਬ 16 ਦੁਕਾਨਾਂ ਬਣਾਈਆਂ ਗਈਆਂ ਹਨ ਜਿਨ੍ਹਾਂ ਦੀ ਨੀਲਾਮੀ ਉਪਰੰਤ ਨਗਰ ਕੌਂਸਲ ਨੂੰ ਪ੍ਰਤੀ ਮਹੀਨਾ ਆਮਦਨ ਹੋਵੇਗੀ। ਮੌਕੇ ਨੂੰ ਜਾਂਦੇ ਹਨ ਅਤੇ ਆਮ ਆਦਮੀ ਪਾਰਟੀ ਦੇ ਸੂਬਾ ਪ੍ਰਧਾਨ ਅਮਨ ਅਰੋੜਾ ਨੇ ਦੱਸਿਆ ਕਿ ਬੱਸ ਅੱਡੇ ਦੇ ਨਾਲ ਲੱਗਦੀ 0.54 ਏਕੜ ਜਗ੍ਹਾ ਨੂੰ ਨਗਰ ਕੌਂਸਲ ਦੇ ਨਾਂ 'ਤੇ ਤਬਦੀਲ ਕਰਵਾ ਦਿੱਤਾ ਗਿਆ ਹੈ ਅਤੇ ਇਹ ਜਗ੍ਹਾ ਕਮਰਸ਼ੀਅਲ ਵਰਤੋਂ ਲਈ ਹੈ। bbox=[190, 514, 727, 544]
lead-col-3 bbox=[739, 212, 919, 546]
facebook-handle[interactable] bbox=[780, 45, 882, 59]
